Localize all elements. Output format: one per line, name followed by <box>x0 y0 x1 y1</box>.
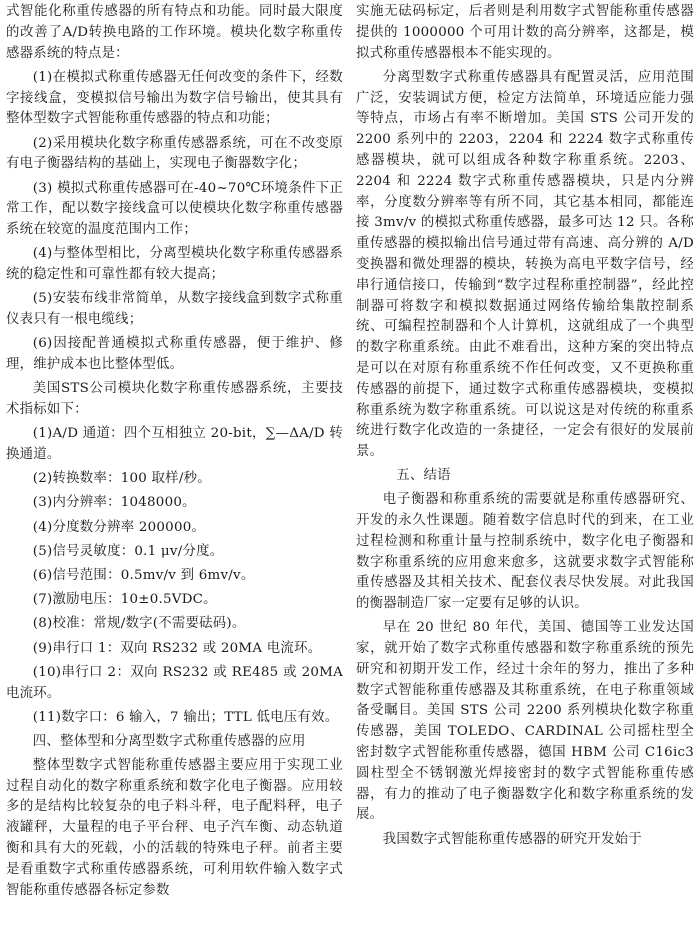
right-column <box>356 2 694 854</box>
last-paragraph: 我国数字式智能称重传感器的研究开发始于 <box>382 831 642 847</box>
feature-item-2: (2)采用模块化数字称重传感器系统，可在不改变原有电子衡器结构的基础上，实现电子衡器数字化； <box>6 135 343 172</box>
spec-item-2: (2)转换数率：100 取样/秒。 <box>32 471 211 487</box>
spec-item-6: (6)信号范围：0.5mv/v 到 6mv/v。 <box>32 568 255 583</box>
split-type-paragraph: 分离型数字式称重传感器具有配置灵活，应用范围广泛，安装调试方便，检定方法简单，环境适应能力强等特点，市场占有率不断增加。美国 STS 公司开发的 2200 系列中的 2203，2204 和 2224 数字式称重传感器模块，就可以组成各种数字称重系统。2203、2204 和 2224 数字式称重传感器模块，只是内分辨率，分度数分辨率等有所不同，其它基本相同，都能连接 3mv/v 的模拟式称重传感器，最多可达 12 只。各称重传感器的模拟输出信号通过带有高速、高分辨的 A/D 变换器和微处理器的模块，转换为高电平数字信号，经串行通信接口，传输到“数字过程称重控制器”，经此控制器可将数字和模拟数据通过网络传输给集散控制系统、可编程控制器和个人计算机，这就组成了一个典型的数字称重系统。由此不难看出，这种方案的突出特点是可以在对原有称重系统不作任何改变，又不更换称重传感器的前提下，通过数字式称重传感器模块，变模拟称重系统为数字称重系统。可以说这是对传统的称重系统进行数字化改造的一条捷径，一定会有很好的发展前景。 <box>356 69 694 460</box>
history-paragraph: 早在 20 世纪 80 年代，美国、德国等工业发达国家，就开始了数字式称重传感器和数字称重系统的预先研究和初期开发工作，经过十余年的努力，推出了多种数字式智能称重传感器及其称重系统，在电子称重领域备受瞩目。美国 STS 公司 2200 系列模块化数字称重传感器，美国 TOLEDO、CARDINAL 公司摇柱型全密封数字式智能称重传感器，德国 HBM 公司 C16ic3 圆柱型全不锈钢激光焊接密封的数字式智能称重传感器，有力的推动了电子衡器数字化和数字称重系统的发展。 <box>356 620 694 823</box>
left-column <box>6 2 343 905</box>
paragraph-continued-right: 实施无砝码标定，后者则是利用数字式智能称重传感器提供的 1000000 个可用计数的高分辨率，这都是，模拟式称重传感器根本不能实现的。 <box>356 4 694 61</box>
spec-item-5: (5)信号灵敏度：0.1 μv/分度。 <box>32 543 224 559</box>
spec-item-1: (1)A/D 通道：四个互相独立 20-bit，∑—ΔA/D 转换通道。 <box>6 426 343 463</box>
feature-item-4: (4)与整体型相比，分离型模块化数字称重传感器系统的稳定性和可靠性都有较大提高； <box>6 246 343 283</box>
spec-intro: 美国STS公司模块化数字称重传感器系统，主要技术指标如下： <box>6 381 343 418</box>
feature-item-6: (6)因接配普通模拟式称重传感器，便于维护、修理，维护成本也比整体型低。 <box>6 336 343 373</box>
feature-item-3: (3) 模拟式称重传感器可在-40~70℃环境条件下正常工作，配以数字接线盒可以使模块化数字称重传感器系统在较宽的温度范围内工作； <box>6 180 343 238</box>
section-heading-5: 五、结语 <box>396 468 451 484</box>
spec-item-9: (9)串行口 1：双向 RS232 或 20MA 电流环。 <box>32 640 322 656</box>
spec-item-10: (10)串行口 2：双向 RS232 或 RE485 或 20MA 电流环。 <box>6 664 343 701</box>
feature-item-5: (5)安装布线非常简单，从数字接线盒到数字式称重仪表只有一根电缆线； <box>6 291 343 328</box>
spec-item-8: (8)校准：常规/数字(不需要砝码)。 <box>32 616 246 632</box>
spec-item-7: (7)激励电压：10±0.5VDC。 <box>32 592 217 608</box>
section-heading-4: 四、整体型和分离型数字式称重传感器的应用 <box>32 733 306 749</box>
application-paragraph: 整体型数字式智能称重传感器主要应用于实现工业过程自动化的数字称重系统和数字化电子衡器。应用较多的是结构比较复杂的电子料斗秤，电子配料秤，电子液罐秤，大量程的电子平台秤、电子汽车衡、动态轨道衡和具有大的死载，小的活载的特殊电子秤。前者主要是看重数字式称重传感器系统，可利用软件输入数字式智能称重传感器各标定参数 <box>6 757 343 898</box>
paragraph-continued: 式智能化称重传感器的所有特点和功能。同时最大限度的改善了A/D转换电路的工作环境。模块化数字称重传感器系统的特点是： <box>6 4 343 61</box>
feature-item-1: (1)在模拟式称重传感器无任何改变的条件下，经数字接线盒，变模拟信号输出为数字信号输出，使其具有整体型数字式智能称重传感器的特点和功能； <box>6 69 343 127</box>
spec-item-4: (4)分度数分辨率 200000。 <box>32 519 206 535</box>
conclusion-paragraph: 电子衡器和称重系统的需要就是称重传感器研究、开发的永久性课题。随着数字信息时代的到来，在工业过程检测和称重计量与控制系统中，数字化电子衡器和数字称重系统的应用愈来愈多，这就要求数字式智能称重传感器及其相关技术、配套仪表尽快发展。对此我国的衡器制造厂家一定要有足够的认识。 <box>356 492 694 612</box>
spec-item-3: (3)内分辨率：1048000。 <box>32 495 196 511</box>
spec-item-11: (11)数字口：6 输入，7 输出；TTL 低电压有效。 <box>32 709 339 725</box>
